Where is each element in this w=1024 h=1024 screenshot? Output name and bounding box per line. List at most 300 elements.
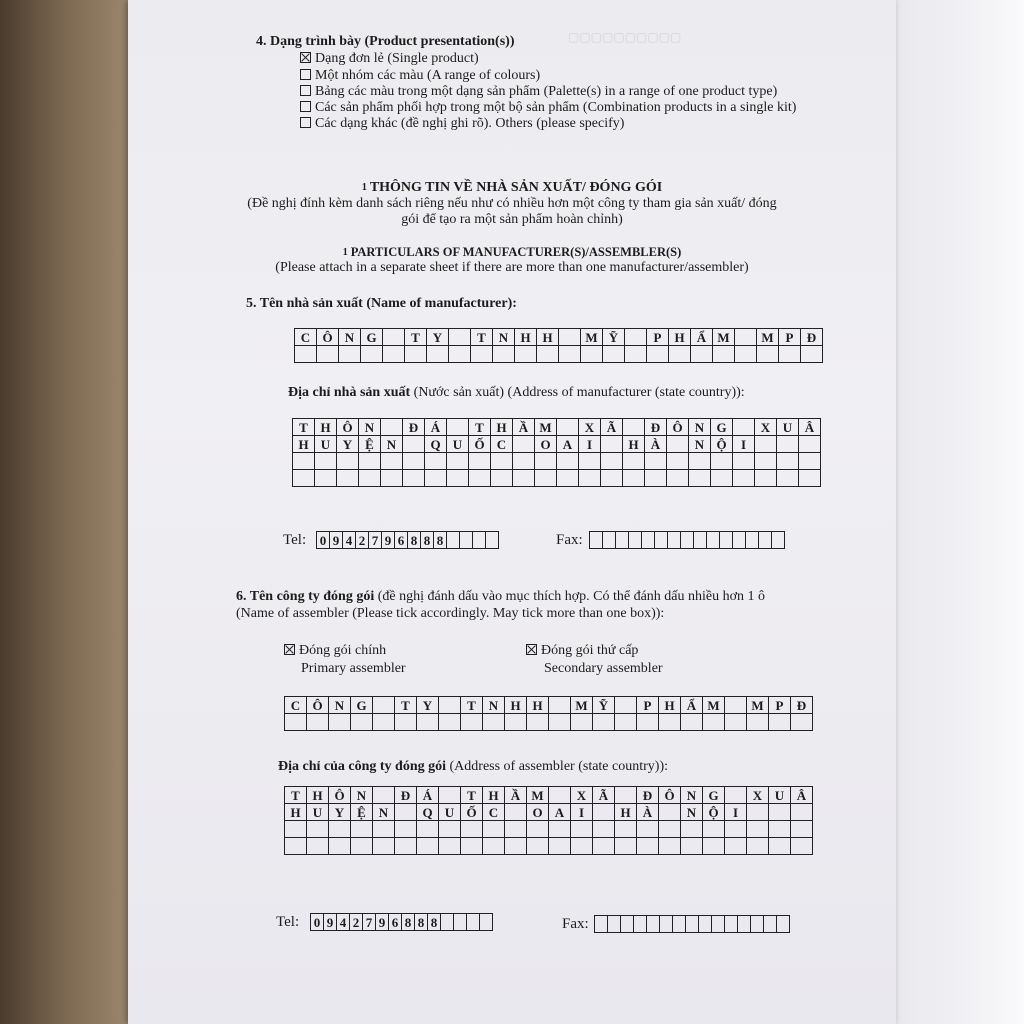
digit-box[interactable]: 8 (434, 532, 447, 549)
char-box[interactable]: N (689, 436, 711, 453)
char-box[interactable]: H (515, 329, 537, 346)
digit-box[interactable] (441, 914, 454, 931)
digit-box[interactable] (759, 532, 772, 549)
char-box[interactable] (505, 838, 527, 855)
char-box[interactable] (461, 821, 483, 838)
char-box[interactable] (549, 787, 571, 804)
char-box[interactable] (659, 838, 681, 855)
char-box[interactable] (351, 838, 373, 855)
char-box[interactable] (315, 453, 337, 470)
char-box[interactable] (681, 714, 703, 731)
char-box[interactable] (405, 346, 427, 363)
char-box[interactable] (747, 804, 769, 821)
char-box[interactable] (667, 436, 689, 453)
char-box[interactable] (549, 714, 571, 731)
char-box[interactable] (493, 346, 515, 363)
char-box[interactable] (339, 346, 361, 363)
digit-box[interactable] (733, 532, 746, 549)
digit-box[interactable]: 0 (311, 914, 324, 931)
char-box[interactable] (307, 821, 329, 838)
assembler-name-grid[interactable] (284, 696, 813, 731)
char-box[interactable]: M (747, 697, 769, 714)
char-box[interactable]: U (307, 804, 329, 821)
digit-box[interactable] (694, 532, 707, 549)
char-box[interactable]: O (535, 436, 557, 453)
char-box[interactable] (425, 453, 447, 470)
char-box[interactable] (725, 787, 747, 804)
char-box[interactable] (549, 821, 571, 838)
char-box[interactable] (735, 329, 757, 346)
char-box[interactable] (469, 470, 491, 487)
secondary-assembler-option[interactable]: Đóng gói thứ cấp (526, 643, 638, 659)
char-box[interactable] (439, 714, 461, 731)
char-box[interactable]: Đ (645, 419, 667, 436)
digit-box[interactable]: 9 (376, 914, 389, 931)
digit-box[interactable] (725, 916, 738, 933)
char-box[interactable] (801, 346, 823, 363)
digit-box[interactable] (467, 914, 480, 931)
char-box[interactable]: H (293, 436, 315, 453)
char-box[interactable]: H (669, 329, 691, 346)
digit-box[interactable]: 0 (317, 532, 330, 549)
char-box[interactable] (447, 453, 469, 470)
char-box[interactable]: O (527, 804, 549, 821)
char-box[interactable]: U (439, 804, 461, 821)
char-box[interactable] (799, 453, 821, 470)
char-box[interactable]: N (483, 697, 505, 714)
char-box[interactable]: T (469, 419, 491, 436)
digit-box[interactable]: 8 (421, 532, 434, 549)
char-box[interactable] (439, 821, 461, 838)
char-box[interactable]: Đ (395, 787, 417, 804)
checkbox-icon[interactable] (300, 85, 311, 96)
char-box[interactable]: Ầ (505, 787, 527, 804)
char-box[interactable] (293, 453, 315, 470)
char-box[interactable]: X (747, 787, 769, 804)
digit-box[interactable] (720, 532, 733, 549)
char-box[interactable] (725, 838, 747, 855)
digit-box[interactable] (608, 916, 621, 933)
char-box[interactable] (513, 453, 535, 470)
char-box[interactable]: Ã (593, 787, 615, 804)
char-box[interactable] (615, 838, 637, 855)
char-box[interactable] (505, 821, 527, 838)
char-box[interactable] (735, 346, 757, 363)
char-box[interactable] (733, 470, 755, 487)
char-box[interactable] (703, 821, 725, 838)
char-box[interactable]: Ố (461, 804, 483, 821)
char-box[interactable]: Ô (667, 419, 689, 436)
char-box[interactable]: T (293, 419, 315, 436)
char-box[interactable]: T (461, 787, 483, 804)
digit-box[interactable] (473, 532, 486, 549)
digit-box[interactable]: 9 (324, 914, 337, 931)
char-box[interactable]: Y (427, 329, 449, 346)
checkbox-icon[interactable] (300, 69, 311, 80)
char-box[interactable]: Ỹ (593, 697, 615, 714)
char-box[interactable] (395, 804, 417, 821)
char-box[interactable]: Q (417, 804, 439, 821)
char-box[interactable]: N (381, 436, 403, 453)
char-box[interactable] (549, 838, 571, 855)
option-range-colours[interactable]: Một nhóm các màu (A range of colours) (300, 68, 540, 84)
char-box[interactable]: X (579, 419, 601, 436)
char-box[interactable] (623, 419, 645, 436)
char-box[interactable] (469, 453, 491, 470)
char-box[interactable]: P (647, 329, 669, 346)
char-box[interactable] (659, 821, 681, 838)
char-box[interactable] (755, 453, 777, 470)
char-box[interactable] (403, 453, 425, 470)
char-box[interactable] (593, 804, 615, 821)
char-box[interactable] (427, 346, 449, 363)
char-box[interactable]: Ệ (359, 436, 381, 453)
char-box[interactable] (317, 346, 339, 363)
char-box[interactable] (337, 453, 359, 470)
char-box[interactable]: Ô (337, 419, 359, 436)
char-box[interactable]: Ẩ (691, 329, 713, 346)
char-box[interactable] (535, 470, 557, 487)
char-box[interactable]: H (615, 804, 637, 821)
manufacturer-name-grid[interactable] (294, 328, 823, 363)
char-box[interactable]: I (725, 804, 747, 821)
char-box[interactable]: H (623, 436, 645, 453)
char-box[interactable]: H (491, 419, 513, 436)
char-box[interactable]: Ô (307, 697, 329, 714)
char-box[interactable] (571, 838, 593, 855)
char-box[interactable] (447, 470, 469, 487)
char-box[interactable] (757, 346, 779, 363)
char-box[interactable] (417, 714, 439, 731)
char-box[interactable] (483, 714, 505, 731)
char-box[interactable] (777, 453, 799, 470)
char-box[interactable] (285, 838, 307, 855)
char-box[interactable]: M (713, 329, 735, 346)
char-box[interactable]: G (703, 787, 725, 804)
char-box[interactable] (777, 470, 799, 487)
char-box[interactable]: M (703, 697, 725, 714)
char-box[interactable]: Á (417, 787, 439, 804)
digit-box[interactable] (772, 532, 785, 549)
char-box[interactable] (681, 821, 703, 838)
char-box[interactable] (711, 470, 733, 487)
option-single-product[interactable]: Dạng đơn lẻ (Single product) (300, 51, 479, 67)
char-box[interactable]: Q (425, 436, 447, 453)
char-box[interactable]: H (315, 419, 337, 436)
digit-box[interactable]: 4 (337, 914, 350, 931)
char-box[interactable] (417, 821, 439, 838)
char-box[interactable] (625, 346, 647, 363)
char-box[interactable] (293, 470, 315, 487)
char-box[interactable] (285, 714, 307, 731)
digit-box[interactable] (629, 532, 642, 549)
char-box[interactable] (439, 838, 461, 855)
digit-box[interactable] (603, 532, 616, 549)
char-box[interactable] (571, 821, 593, 838)
char-box[interactable]: X (755, 419, 777, 436)
char-box[interactable]: P (779, 329, 801, 346)
manufacturer-tel-grid[interactable] (316, 531, 499, 549)
char-box[interactable] (557, 419, 579, 436)
assembler-address-grid[interactable] (284, 786, 813, 855)
digit-box[interactable] (590, 532, 603, 549)
char-box[interactable] (513, 436, 535, 453)
char-box[interactable]: P (769, 697, 791, 714)
digit-box[interactable] (707, 532, 720, 549)
char-box[interactable]: N (373, 804, 395, 821)
char-box[interactable]: A (549, 804, 571, 821)
char-box[interactable]: Â (799, 419, 821, 436)
char-box[interactable] (373, 838, 395, 855)
char-box[interactable]: M (581, 329, 603, 346)
char-box[interactable] (527, 821, 549, 838)
char-box[interactable] (637, 838, 659, 855)
char-box[interactable]: H (527, 697, 549, 714)
char-box[interactable] (769, 821, 791, 838)
digit-box[interactable] (634, 916, 647, 933)
char-box[interactable]: Á (425, 419, 447, 436)
char-box[interactable] (515, 346, 537, 363)
char-box[interactable] (689, 470, 711, 487)
char-box[interactable] (667, 470, 689, 487)
char-box[interactable]: C (491, 436, 513, 453)
char-box[interactable]: T (285, 787, 307, 804)
char-box[interactable]: N (681, 787, 703, 804)
char-box[interactable] (615, 821, 637, 838)
digit-box[interactable]: 7 (363, 914, 376, 931)
char-box[interactable] (329, 838, 351, 855)
char-box[interactable] (769, 838, 791, 855)
char-box[interactable] (559, 346, 581, 363)
char-box[interactable]: M (757, 329, 779, 346)
char-box[interactable] (513, 470, 535, 487)
digit-box[interactable] (746, 532, 759, 549)
char-box[interactable]: C (483, 804, 505, 821)
char-box[interactable] (295, 346, 317, 363)
option-palette[interactable]: Bảng các màu trong một dạng sản phẩm (Palette(s) in a range of one product type) (300, 84, 777, 100)
char-box[interactable] (417, 838, 439, 855)
digit-box[interactable] (738, 916, 751, 933)
char-box[interactable]: Đ (637, 787, 659, 804)
digit-box[interactable] (647, 916, 660, 933)
char-box[interactable] (623, 453, 645, 470)
digit-box[interactable] (699, 916, 712, 933)
char-box[interactable]: U (315, 436, 337, 453)
char-box[interactable] (659, 714, 681, 731)
char-box[interactable] (747, 838, 769, 855)
char-box[interactable] (315, 470, 337, 487)
char-box[interactable]: N (351, 787, 373, 804)
char-box[interactable]: I (571, 804, 593, 821)
char-box[interactable] (625, 329, 647, 346)
digit-box[interactable] (655, 532, 668, 549)
char-box[interactable] (779, 346, 801, 363)
char-box[interactable]: Ộ (703, 804, 725, 821)
char-box[interactable] (491, 453, 513, 470)
char-box[interactable] (579, 470, 601, 487)
char-box[interactable]: Â (791, 787, 813, 804)
char-box[interactable]: Đ (791, 697, 813, 714)
digit-box[interactable] (681, 532, 694, 549)
char-box[interactable] (373, 714, 395, 731)
digit-box[interactable]: 6 (395, 532, 408, 549)
char-box[interactable]: N (339, 329, 361, 346)
assembler-tel-grid[interactable] (310, 913, 493, 931)
char-box[interactable] (373, 787, 395, 804)
char-box[interactable] (307, 714, 329, 731)
char-box[interactable] (491, 470, 513, 487)
char-box[interactable] (647, 346, 669, 363)
char-box[interactable] (777, 436, 799, 453)
char-box[interactable]: Đ (801, 329, 823, 346)
char-box[interactable] (381, 453, 403, 470)
char-box[interactable] (351, 714, 373, 731)
char-box[interactable]: Ỹ (603, 329, 625, 346)
digit-box[interactable]: 7 (369, 532, 382, 549)
char-box[interactable] (439, 787, 461, 804)
char-box[interactable] (755, 436, 777, 453)
assembler-fax-grid[interactable] (594, 915, 790, 933)
char-box[interactable] (373, 697, 395, 714)
char-box[interactable]: N (689, 419, 711, 436)
digit-box[interactable]: 6 (389, 914, 402, 931)
char-box[interactable] (689, 453, 711, 470)
char-box[interactable] (637, 714, 659, 731)
digit-box[interactable]: 8 (408, 532, 421, 549)
char-box[interactable]: H (537, 329, 559, 346)
char-box[interactable] (351, 821, 373, 838)
char-box[interactable]: T (461, 697, 483, 714)
manufacturer-address-grid[interactable] (292, 418, 821, 487)
char-box[interactable] (381, 419, 403, 436)
char-box[interactable] (329, 714, 351, 731)
char-box[interactable]: Ầ (513, 419, 535, 436)
char-box[interactable]: U (777, 419, 799, 436)
char-box[interactable]: N (359, 419, 381, 436)
char-box[interactable] (483, 838, 505, 855)
char-box[interactable]: X (571, 787, 593, 804)
char-box[interactable] (593, 821, 615, 838)
char-box[interactable]: C (285, 697, 307, 714)
digit-box[interactable] (777, 916, 790, 933)
char-box[interactable]: Ệ (351, 804, 373, 821)
digit-box[interactable] (447, 532, 460, 549)
char-box[interactable]: H (505, 697, 527, 714)
char-box[interactable]: H (659, 697, 681, 714)
char-box[interactable] (505, 714, 527, 731)
digit-box[interactable] (460, 532, 473, 549)
char-box[interactable] (725, 697, 747, 714)
digit-box[interactable]: 8 (402, 914, 415, 931)
char-box[interactable]: Ố (469, 436, 491, 453)
char-box[interactable] (669, 346, 691, 363)
char-box[interactable] (537, 346, 559, 363)
char-box[interactable]: Đ (403, 419, 425, 436)
digit-box[interactable]: 9 (330, 532, 343, 549)
char-box[interactable] (557, 470, 579, 487)
char-box[interactable]: Ẩ (681, 697, 703, 714)
char-box[interactable]: U (447, 436, 469, 453)
char-box[interactable]: À (645, 436, 667, 453)
char-box[interactable] (361, 346, 383, 363)
char-box[interactable]: C (295, 329, 317, 346)
char-box[interactable] (449, 346, 471, 363)
char-box[interactable] (461, 714, 483, 731)
char-box[interactable] (557, 453, 579, 470)
char-box[interactable] (791, 838, 813, 855)
char-box[interactable] (447, 419, 469, 436)
digit-box[interactable] (595, 916, 608, 933)
char-box[interactable]: À (637, 804, 659, 821)
char-box[interactable]: Ô (329, 787, 351, 804)
char-box[interactable] (725, 821, 747, 838)
checkbox-checked-icon[interactable] (284, 644, 295, 655)
char-box[interactable] (791, 821, 813, 838)
char-box[interactable]: M (535, 419, 557, 436)
digit-box[interactable]: 4 (343, 532, 356, 549)
char-box[interactable]: U (769, 787, 791, 804)
char-box[interactable]: G (361, 329, 383, 346)
char-box[interactable] (425, 470, 447, 487)
char-box[interactable] (645, 453, 667, 470)
char-box[interactable] (603, 346, 625, 363)
char-box[interactable] (799, 470, 821, 487)
char-box[interactable] (571, 714, 593, 731)
char-box[interactable] (579, 453, 601, 470)
char-box[interactable]: T (471, 329, 493, 346)
char-box[interactable]: H (307, 787, 329, 804)
char-box[interactable] (769, 804, 791, 821)
char-box[interactable]: Ộ (711, 436, 733, 453)
char-box[interactable] (449, 329, 471, 346)
char-box[interactable]: Ô (317, 329, 339, 346)
char-box[interactable] (549, 697, 571, 714)
char-box[interactable] (559, 329, 581, 346)
digit-box[interactable] (673, 916, 686, 933)
char-box[interactable] (681, 838, 703, 855)
char-box[interactable] (733, 419, 755, 436)
char-box[interactable]: Y (329, 804, 351, 821)
char-box[interactable] (403, 436, 425, 453)
digit-box[interactable] (686, 916, 699, 933)
char-box[interactable] (593, 714, 615, 731)
checkbox-checked-icon[interactable] (300, 52, 311, 63)
digit-box[interactable] (660, 916, 673, 933)
char-box[interactable] (733, 453, 755, 470)
char-box[interactable]: G (351, 697, 373, 714)
char-box[interactable] (623, 470, 645, 487)
char-box[interactable] (535, 453, 557, 470)
primary-assembler-option[interactable]: Đóng gói chính (284, 643, 386, 659)
char-box[interactable] (747, 714, 769, 731)
option-combination-kit[interactable]: Các sản phẩm phối hợp trong một bộ sản phẩm (Combination products in a single kit) (300, 100, 796, 116)
char-box[interactable] (713, 346, 735, 363)
char-box[interactable] (645, 470, 667, 487)
char-box[interactable]: N (493, 329, 515, 346)
char-box[interactable] (769, 714, 791, 731)
char-box[interactable] (359, 453, 381, 470)
digit-box[interactable]: 2 (350, 914, 363, 931)
char-box[interactable] (395, 714, 417, 731)
char-box[interactable] (615, 787, 637, 804)
digit-box[interactable] (616, 532, 629, 549)
char-box[interactable]: N (681, 804, 703, 821)
char-box[interactable] (395, 821, 417, 838)
char-box[interactable] (337, 470, 359, 487)
char-box[interactable] (461, 838, 483, 855)
digit-box[interactable] (764, 916, 777, 933)
char-box[interactable] (615, 697, 637, 714)
